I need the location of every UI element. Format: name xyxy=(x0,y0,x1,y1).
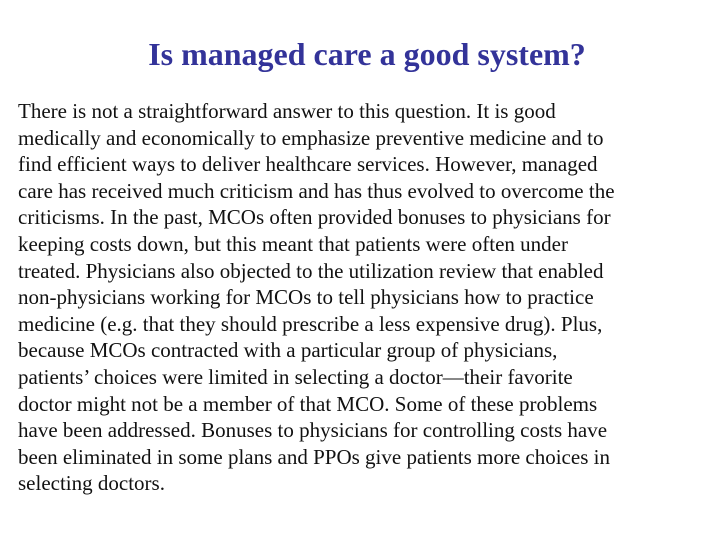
body-line: doctor might not be a member of that MCO. Some of these problems xyxy=(18,391,598,416)
body-line: criticisms. In the past, MCOs often provided bonuses to physicians for xyxy=(18,205,611,230)
body-line: keeping costs down, but this meant that patients were often under xyxy=(18,231,568,256)
body-line: medicine (e.g. that they should prescribe a less expensive drug). Plus, xyxy=(18,311,603,336)
body-line: medically and economically to emphasize preventive medicine and to xyxy=(18,125,604,150)
body-line: care has received much criticism and has thus evolved to overcome the xyxy=(18,178,615,203)
body-line: have been addressed. Bonuses to physicians for controlling costs have xyxy=(18,418,608,443)
body-line: been eliminated in some plans and PPOs give patients more choices in xyxy=(18,444,610,469)
slide-title: Is managed care a good system? xyxy=(148,36,586,72)
body-line: patients’ choices were limited in selecting a doctor—their favorite xyxy=(18,364,573,389)
body-line: treated. Physicians also objected to the utilization review that enabled xyxy=(18,258,604,283)
body-line: because MCOs contracted with a particular group of physicians, xyxy=(18,338,558,363)
body-line: There is not a straightforward answer to this question. It is good xyxy=(18,99,556,123)
body-line: selecting doctors. xyxy=(18,471,165,496)
slide-body-text xyxy=(18,98,718,497)
body-line: find efficient ways to deliver healthcare services. However, managed xyxy=(18,152,598,177)
body-line: non-physicians working for MCOs to tell physicians how to practice xyxy=(18,285,594,310)
